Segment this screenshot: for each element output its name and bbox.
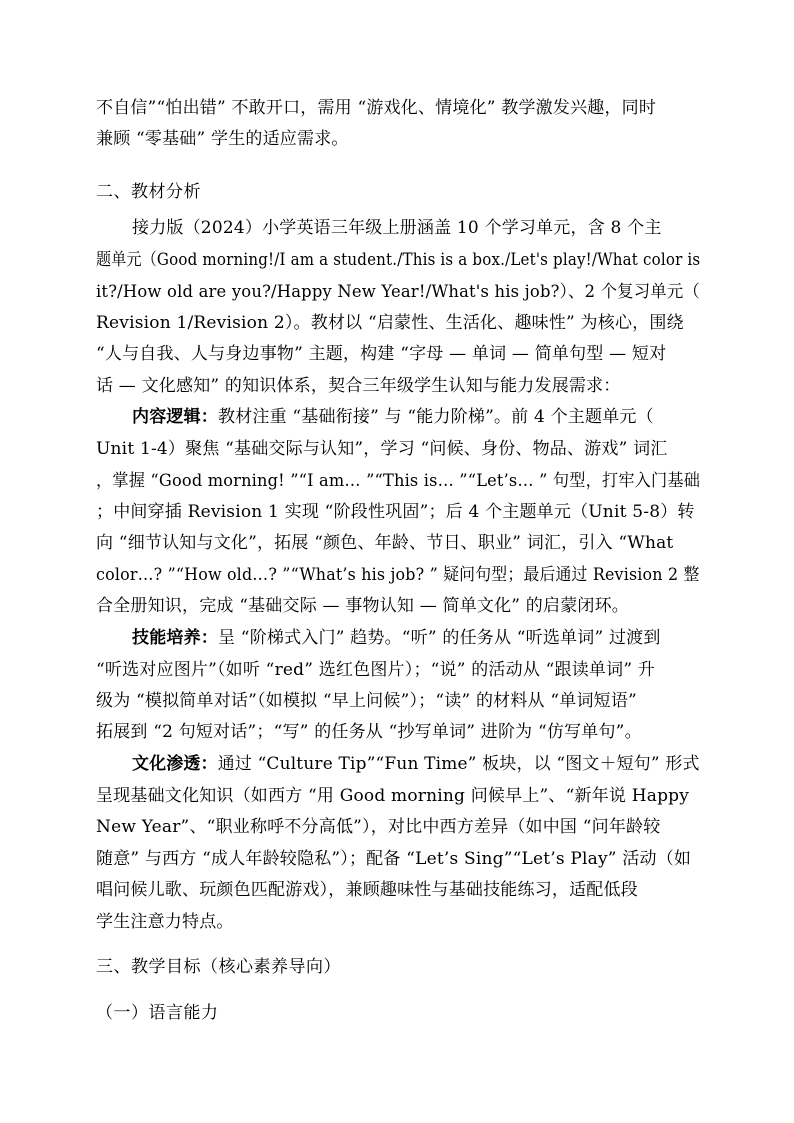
section-2-heading: 二、教材分析 xyxy=(96,182,201,202)
p4-line-1 xyxy=(132,752,700,776)
p4-line-5: 唱问候儿歌、玩颜色匹配游戏），兼顾趣味性与基础技能练习，适配低段 xyxy=(96,880,638,900)
p2-line-5: 向 “细节认知与文化”，拓展 “颜色、年龄、节日、职业” 词汇，引入 “What xyxy=(96,533,674,553)
p2-line-2: Unit 1-4）聚焦 “基础交际与认知”，学习 “问候、身份、物品、游戏” 词汇 xyxy=(96,439,668,459)
p4-label: 文化渗透： xyxy=(132,754,218,774)
p3-first: 呈 “阶梯式入门” 趋势。“听” 的任务从 “听选单词” 过渡到 xyxy=(218,628,661,648)
p1-line-4: Revision 1/Revision 2）。教材以 “启蒙性、生活化、趣味性” 为核心，围绕 xyxy=(96,313,684,333)
intro-line-1: 不自信”“怕出错” 不敢开口，需用 “游戏化、情境化” 教学激发兴趣，同时 xyxy=(96,98,657,118)
p2-line-3: ，掌握 “Good morning! ”“I am… ”“This is… ”“Let’s… ” 句型，打牢入门基础 xyxy=(96,471,701,491)
p3-line-1 xyxy=(132,626,661,650)
p1-line-3: it?/How old are you?/Happy New Year!/What's his job?）、2 个复习单元（ xyxy=(96,282,701,302)
p2-label: 内容逻辑： xyxy=(132,407,218,427)
intro-line-2: 兼顾 “零基础” 学生的适应需求。 xyxy=(96,129,349,149)
p1-line-1: 接力版（2024）小学英语三年级上册涵盖 10 个学习单元，含 8 个主 xyxy=(132,218,662,238)
p4-line-4: 随意” 与西方 “成人年龄较隐私”）；配备 “Let’s Sing”“Let’s Play” 活动（如 xyxy=(96,849,692,869)
p3-line-4: 拓展到 “2 句短对话”；“写” 的任务从 “抄写单词” 进阶为 “仿写单句”。 xyxy=(96,722,642,742)
subsection-1-heading: （一）语言能力 xyxy=(96,1003,219,1023)
p1-line-5: “人与自我、人与身边事物” 主题，构建 “字母 — 单词 — 简单句型 — 短对 xyxy=(96,344,667,364)
p2-line-1 xyxy=(132,405,654,429)
p3-label: 技能培养： xyxy=(132,628,218,648)
p2-line-7: 合全册知识，完成 “基础交际 — 事物认知 — 简单文化” 的启蒙闭环。 xyxy=(96,596,630,616)
p2-line-4: ；中间穿插 Revision 1 实现 “阶段性巩固”；后 4 个主题单元（Unit 5-8）转 xyxy=(96,502,695,522)
p2-line-6: color…? ”“How old…? ”“What’s his job? ” 疑问句型；最后通过 Revision 2 整 xyxy=(96,565,700,585)
p1-line-2: 题单元（Good morning!/I am a student./This is a box./Let's play!/What color is xyxy=(96,250,701,270)
p3-line-3: 级为 “模拟简单对话”（如模拟 “早上问候”）；“读” 的材料从 “单词短语” xyxy=(96,691,637,711)
p4-first: 通过 “Culture Tip”“Fun Time” 板块，以 “图文＋短句” 形式 xyxy=(217,754,700,774)
p4-line-6: 学生注意力特点。 xyxy=(96,912,234,932)
section-3-heading: 三、教学目标（核心素养导向） xyxy=(96,957,341,977)
p1-line-6: 话 — 文化感知” 的知识体系，契合三年级学生认知与能力发展需求： xyxy=(96,376,621,396)
p4-line-3: New Year”、“职业称呼不分高低”），对比中西方差异（如中国 “问年龄较 xyxy=(96,817,661,837)
p2-first: 教材注重 “基础衔接” 与 “能力阶梯”。前 4 个主题单元（ xyxy=(218,407,654,427)
p3-line-2: “听选对应图片”（如听 “red” 选红色图片）；“说” 的活动从 “跟读单词” 升 xyxy=(96,660,656,680)
p4-line-2: 呈现基础文化知识（如西方 “用 Good morning 问候早上”、“新年说 Happy xyxy=(96,786,690,806)
